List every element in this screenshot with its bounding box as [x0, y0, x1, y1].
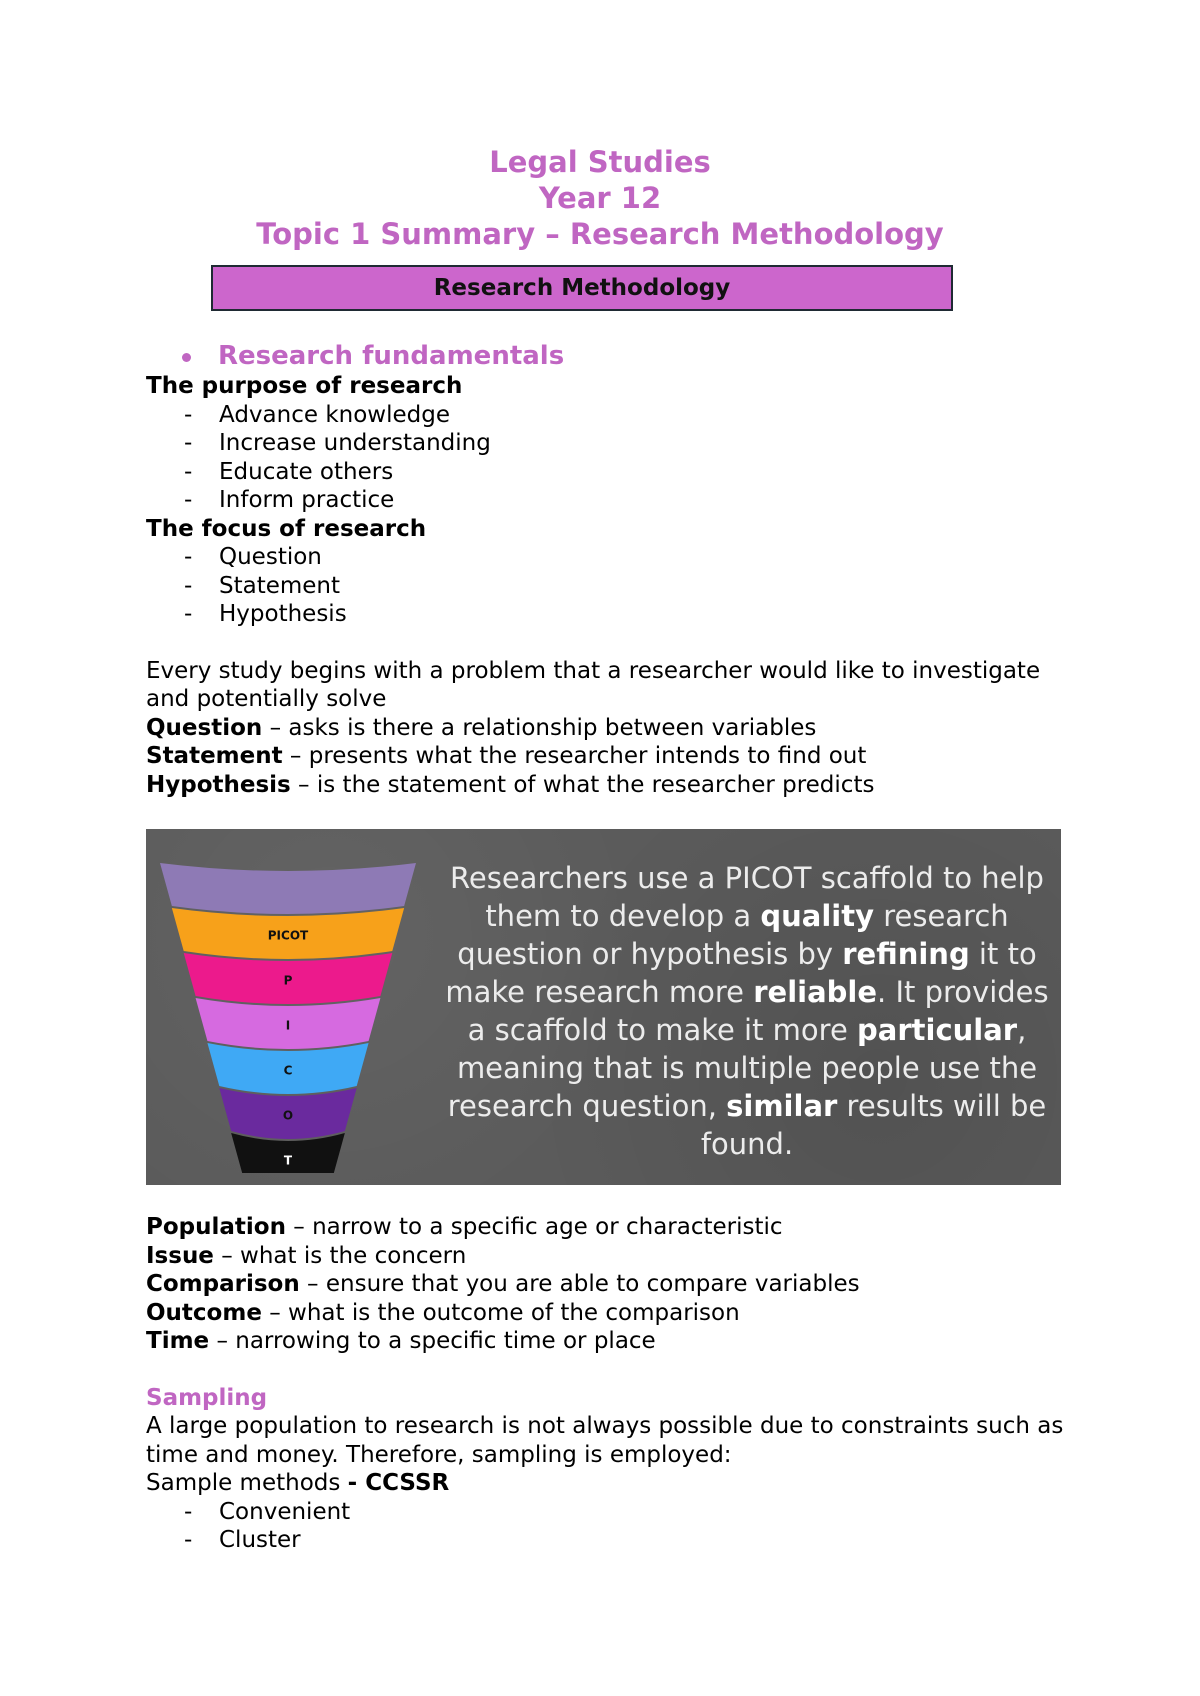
definition-text: – what is the outcome of the comparison: [261, 1299, 740, 1326]
definition-text: – is the statement of what the researcher predicts: [290, 771, 875, 798]
list-item-text: Advance knowledge: [219, 401, 450, 428]
title-topic: Topic 1 Summary – Research Methodology: [256, 217, 944, 251]
definition-term: Outcome: [146, 1299, 262, 1326]
definition-term: Time: [146, 1328, 210, 1354]
focus-list: [146, 543, 1066, 629]
list-item-text: Question: [219, 544, 322, 570]
list-item: [146, 401, 1066, 430]
definition-text: – narrowing to a specific time or place: [209, 1328, 656, 1354]
dash-icon: -: [184, 487, 193, 513]
sampling-heading: Sampling: [146, 1384, 268, 1411]
funnel-label: I: [285, 1018, 291, 1033]
funnel-label: PICOT: [267, 928, 309, 943]
list-item-text: Increase understanding: [219, 430, 491, 456]
sampling-intro: A large population to research is not always possible due to constraints such as time and money. Therefore, sampling is employed:: [146, 1413, 1064, 1468]
list-item: [146, 600, 1066, 629]
infographic-bold-text: reliable: [753, 975, 878, 1009]
dash-icon: -: [184, 1498, 193, 1525]
definition-text: – narrow to a specific age or characteristic: [285, 1214, 783, 1240]
definition-question: [146, 714, 1066, 743]
picot-comparison: [146, 1270, 1066, 1299]
funnel-layer: [160, 863, 416, 914]
picot-time: [146, 1327, 1066, 1356]
list-item: [146, 486, 1066, 515]
list-item: [146, 458, 1066, 487]
dash-icon: -: [184, 572, 193, 599]
definition-term: Comparison: [146, 1271, 300, 1297]
list-item-text: Cluster: [219, 1527, 301, 1553]
body-content: [146, 340, 1066, 799]
funnel-label: C: [283, 1063, 293, 1078]
document-title: [0, 144, 1200, 252]
picot-outcome: [146, 1299, 1066, 1328]
dash-icon: -: [184, 458, 193, 485]
purpose-list: [146, 401, 1066, 515]
infographic-text-part: results will be found.: [700, 1089, 1047, 1161]
infographic-bold-text: quality: [760, 899, 874, 933]
list-item-text: Statement: [219, 572, 341, 599]
title-year: Year 12: [538, 181, 662, 215]
list-item-text: Convenient: [219, 1498, 351, 1525]
title-subject: Legal Studies: [489, 145, 711, 179]
infographic-text-part: , meaning that is multiple people use the research question,: [447, 1013, 1038, 1123]
fundamentals-heading-text: Research fundamentals: [218, 341, 565, 371]
picot-definitions: [146, 1213, 1066, 1555]
spacer: [146, 1356, 1066, 1384]
section-banner: Research Methodology: [211, 265, 953, 311]
list-item: [146, 1498, 1066, 1527]
picot-issue: [146, 1242, 1066, 1271]
fundamentals-heading: [146, 340, 1066, 372]
definition-text: – what is the concern: [213, 1242, 467, 1269]
dash-icon: -: [184, 544, 193, 570]
picot-funnel-icon: [158, 853, 438, 1173]
list-item: [146, 1526, 1066, 1555]
sample-methods-line: [146, 1469, 1066, 1498]
list-item: [146, 429, 1066, 458]
infographic-text-part: research question or hypothesis by: [457, 899, 1009, 971]
definition-term: Hypothesis: [146, 771, 291, 798]
definition-text: – asks is there a relationship between variables: [262, 714, 817, 741]
list-item-text: Inform practice: [219, 487, 395, 513]
definition-term: Question: [146, 714, 263, 741]
definition-text: – presents what the researcher intends to find out: [282, 743, 867, 769]
definition-text: – ensure that you are able to compare variables: [299, 1271, 860, 1297]
definition-term: Issue: [146, 1242, 214, 1269]
definition-statement: [146, 742, 1066, 771]
picot-population: [146, 1213, 1066, 1242]
list-item: [146, 543, 1066, 572]
spacer: [146, 629, 1066, 657]
sample-methods-acronym: - CCSSR: [347, 1470, 450, 1496]
picot-infographic: [146, 829, 1061, 1185]
dash-icon: -: [184, 401, 193, 428]
purpose-heading: The purpose of research: [146, 373, 463, 399]
definition-hypothesis: [146, 771, 1066, 800]
infographic-text-part: . It provides a scaffold to make it more: [467, 975, 1049, 1047]
infographic-text-part: it to make research more: [445, 937, 1037, 1009]
infographic-bold-text: similar: [726, 1089, 838, 1123]
funnel-label: O: [282, 1108, 294, 1123]
infographic-bold-text: particular: [857, 1013, 1018, 1047]
list-item-text: Educate others: [219, 458, 394, 485]
dash-icon: -: [184, 430, 193, 456]
list-item-text: Hypothesis: [219, 601, 347, 627]
sample-methods-label: Sample methods: [146, 1470, 348, 1496]
funnel-label: P: [283, 973, 293, 988]
intro-paragraph: Every study begins with a problem that a researcher would like to investigate and potentially solve: [146, 657, 1041, 712]
list-item: [146, 572, 1066, 601]
dash-icon: -: [184, 1527, 193, 1553]
definition-term: Statement: [146, 743, 283, 769]
definition-term: Population: [146, 1214, 286, 1240]
focus-heading: The focus of research: [146, 515, 427, 542]
infographic-text: [441, 859, 1053, 1163]
infographic-text-part: Researchers use a PICOT scaffold to help them to develop a: [450, 861, 1044, 933]
funnel-label: T: [283, 1153, 293, 1168]
dash-icon: -: [184, 601, 193, 627]
sampling-list: [146, 1498, 1066, 1555]
infographic-bold-text: refining: [842, 937, 970, 971]
bullet-dot-icon: [182, 353, 191, 362]
